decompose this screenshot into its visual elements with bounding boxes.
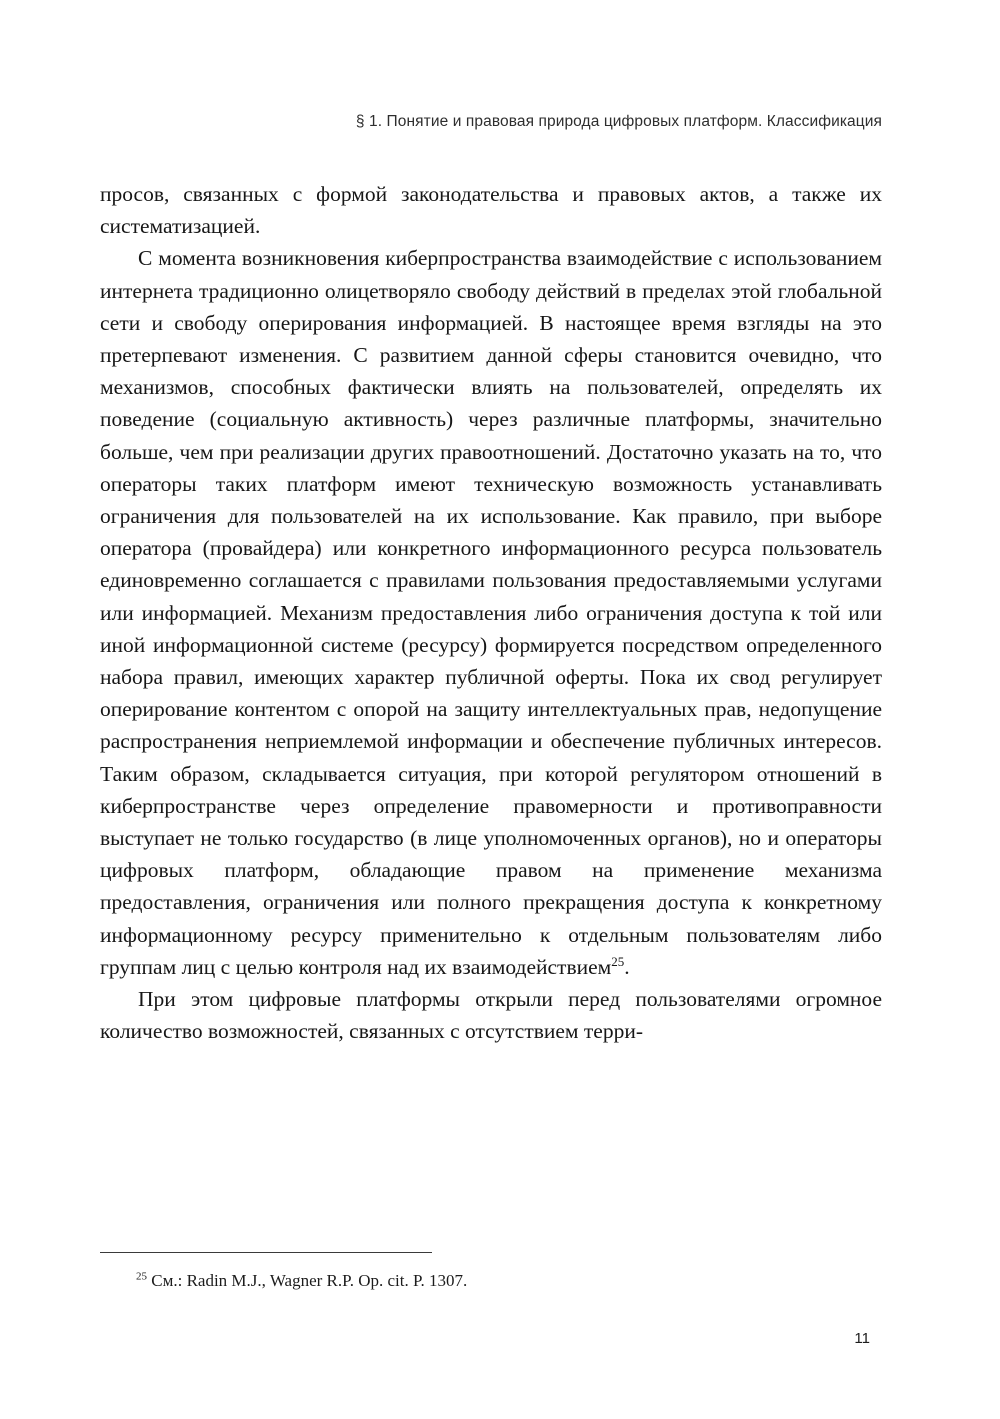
running-head: § 1. Понятие и правовая природа цифровых платформ. Классификация — [355, 113, 882, 130]
footnote-reference: 25 — [611, 953, 625, 969]
footnote-divider — [100, 1252, 432, 1253]
paragraph-text: С момента возникновения киберпространства взаимодействие с использованием интернета традиционно олицетворяло свободу действий в пределах этой глобальной сети и свободу оперирования информацией. В настоящее время взгляды на это претерпевают изменения. С развитием данной сферы становится очевидно, что механизмов, способных фактически влиять на пользователей, определять их поведение (социальную активность) через различные платформы, значительно больше, чем при реализации других правоотношений. Достаточно указать на то, что операторы таких платформ имеют техническую возможность устанавливать ограничения для пользователей на их использование. Как правило, при выборе оператора (провайдера) или конкретного информационного ресурса пользователь единовременно соглашается с правилами пользования предоставляемыми услугами или информацией. Механизм предоставления либо ограничения доступа к той или иной информационной системе (ресурсу) формируется посредством определенного набора правил, имеющих характер публичной оферты. Пока их свод регулирует оперирование контентом с опорой на защиту интеллектуальных прав, недопущение распространения неприемлемой информации и обеспечение публичных интересов. Таким образом, складывается ситуация, при которой регулятором отношений в киберпространстве через определение правомерности и противоправности выступает не только государство (в лице уполномоченных органов), но и операторы цифровых платформ, обладающие правом на применение механизма предоставления, ограничения или полного прекращения доступа к конкретному информационному ресурсу применительно к отдельным пользователям либо группам лиц с целью контроля над их взаимодействием — [100, 246, 882, 979]
footnote-text: См.: Radin M.J., Wagner R.P. Op. cit. P. 1307. — [147, 1271, 468, 1290]
body-text — [100, 178, 882, 1047]
paragraph-text-tail: . — [624, 954, 630, 979]
page-number: 11 — [854, 1330, 870, 1347]
footnote-marker: 25 — [136, 1270, 147, 1283]
paragraph-continuation: просов, связанных с формой законодательства и правовых актов, а также их систематизацией. — [100, 182, 882, 239]
paragraph: При этом цифровые платформы открыли перед пользователями огромное количество возможностей, связанных с отсутствием терри- — [100, 987, 882, 1044]
footnote-area — [100, 1252, 882, 1293]
paragraph — [100, 242, 882, 983]
footnote — [100, 1269, 882, 1293]
